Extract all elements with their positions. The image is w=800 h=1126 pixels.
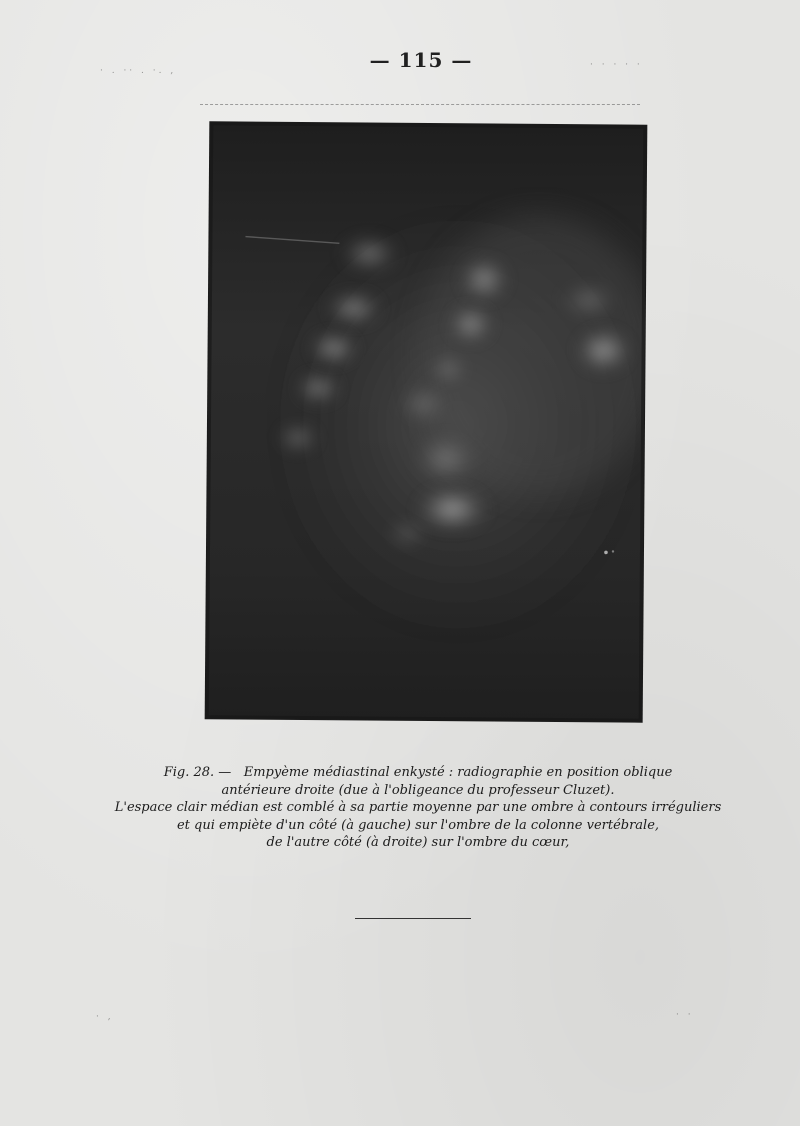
page-number-value: 115 (398, 48, 444, 72)
caption-line-1: Fig. 28. — Empyème médiastinal enkysté : radiographie en position oblique (163, 765, 673, 780)
caption-line-5: de l'autre côté (à droite) sur l'ombre du cœur, (266, 835, 570, 850)
print-speckle: · · · · · (590, 60, 643, 70)
figure-label: Fig. 28. — (163, 765, 232, 780)
closing-rule (355, 918, 471, 919)
figure-caption (110, 764, 726, 852)
page-number: — 115 — (369, 48, 473, 72)
print-speckle: · . ·· . ·. , (100, 66, 177, 76)
radiograph-figure (206, 122, 647, 721)
caption-line-3: L'espace clair médian est comblé à sa partie moyenne par une ombre à contours irréguliers (114, 800, 722, 815)
print-speckle: · · (676, 1010, 694, 1020)
print-speckle: · , (96, 1012, 114, 1022)
radiograph-image (206, 122, 647, 721)
caption-line-2: antérieure droite (due à l'obligeance du professeur Cluzet). (221, 782, 615, 798)
caption-line-4: et qui empiète d'un côté (à gauche) sur l'ombre de la colonne vertébrale, (176, 817, 660, 833)
header-rule (200, 104, 640, 105)
